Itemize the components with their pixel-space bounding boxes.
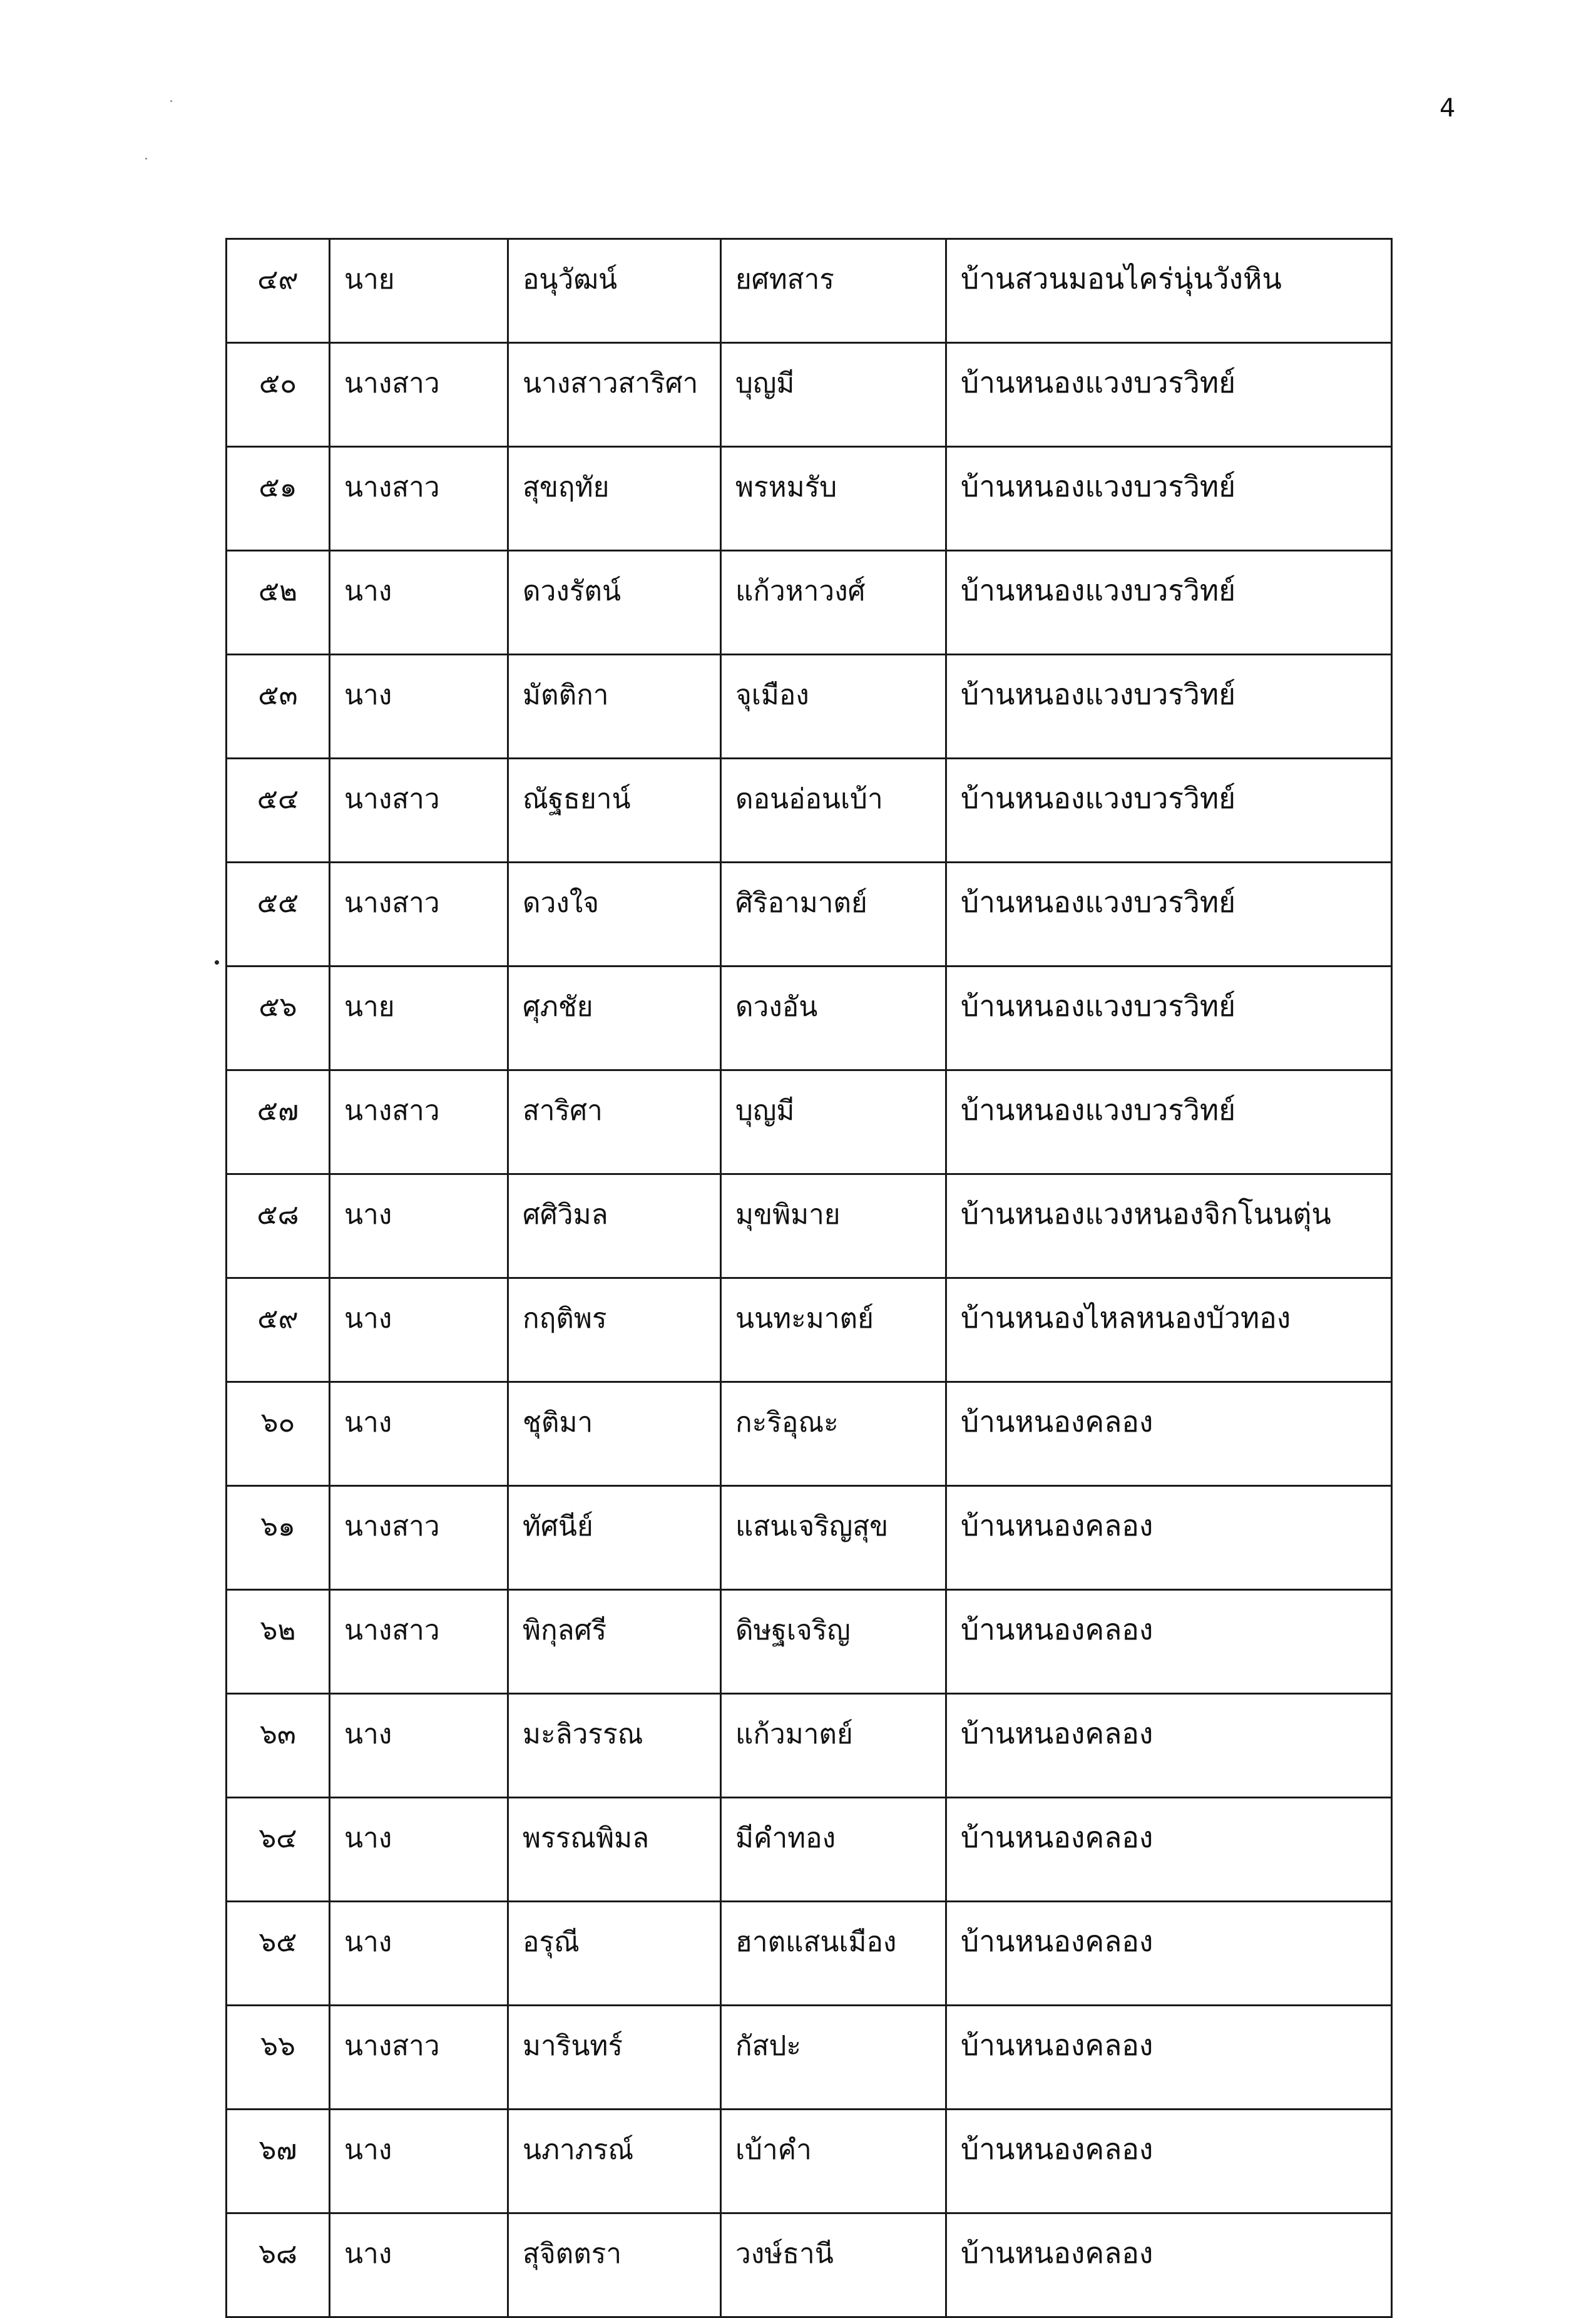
school-name: บ้านหนองคลอง (946, 2110, 1392, 2213)
last-name: ยศทสาร (721, 239, 946, 343)
scan-dot (215, 960, 219, 965)
last-name: กัสปะ (721, 2006, 946, 2110)
row-number: ๕๖ (227, 967, 330, 1070)
row-number: ๕๕ (227, 863, 330, 967)
row-number: ๕๙ (227, 1278, 330, 1382)
table-row (227, 239, 1392, 343)
last-name: แก้วมาตย์ (721, 1694, 946, 1798)
table-row (227, 1174, 1392, 1278)
table-row (227, 343, 1392, 447)
first-name: ชุติมา (508, 1382, 721, 1486)
last-name: ดวงอัน (721, 967, 946, 1070)
last-name: แก้วหาวงศ์ (721, 551, 946, 655)
table-row (227, 1590, 1392, 1694)
name-title: นาง (330, 2110, 508, 2213)
row-number: ๕๓ (227, 655, 330, 759)
name-title: นาง (330, 1798, 508, 1902)
school-name: บ้านหนองคลอง (946, 1382, 1392, 1486)
last-name: จุเมือง (721, 655, 946, 759)
first-name: มัตติกา (508, 655, 721, 759)
table-row (227, 759, 1392, 863)
last-name: นนทะมาตย์ (721, 1278, 946, 1382)
first-name: ศศิวิมล (508, 1174, 721, 1278)
last-name: กะริอุณะ (721, 1382, 946, 1486)
school-name: บ้านหนองคลอง (946, 2006, 1392, 2110)
name-title: นาง (330, 551, 508, 655)
row-number: ๖๑ (227, 1486, 330, 1590)
first-name: ดวงรัตน์ (508, 551, 721, 655)
last-name: บุญมี (721, 1070, 946, 1174)
last-name: บุญมี (721, 343, 946, 447)
last-name: วงษ์ธานี (721, 2213, 946, 2317)
name-title: นาง (330, 1174, 508, 1278)
first-name: มะลิวรรณ (508, 1694, 721, 1798)
name-title: นาง (330, 1278, 508, 1382)
name-title: นาง (330, 1382, 508, 1486)
first-name: ทัศนีย์ (508, 1486, 721, 1590)
first-name: นภาภรณ์ (508, 2110, 721, 2213)
school-name: บ้านหนองคลอง (946, 1798, 1392, 1902)
row-number: ๕๑ (227, 447, 330, 551)
first-name: สาริศา (508, 1070, 721, 1174)
table-row (227, 1278, 1392, 1382)
row-number: ๖๘ (227, 2213, 330, 2317)
row-number: ๖๐ (227, 1382, 330, 1486)
last-name: มีคำทอง (721, 1798, 946, 1902)
first-name: กฤติพร (508, 1278, 721, 1382)
first-name: พรรณพิมล (508, 1798, 721, 1902)
school-name: บ้านหนองไหลหนองบัวทอง (946, 1278, 1392, 1382)
table-row (227, 2110, 1392, 2213)
row-number: ๕๗ (227, 1070, 330, 1174)
row-number: ๖๗ (227, 2110, 330, 2213)
first-name: อนุวัฒน์ (508, 239, 721, 343)
name-title: นางสาว (330, 447, 508, 551)
table-row (227, 967, 1392, 1070)
school-name: บ้านสวนมอนไคร่นุ่นวังหิน (946, 239, 1392, 343)
name-title: นางสาว (330, 1070, 508, 1174)
table-row (227, 1070, 1392, 1174)
first-name: มารินทร์ (508, 2006, 721, 2110)
name-title: นางสาว (330, 2006, 508, 2110)
last-name: ดอนอ่อนเบ้า (721, 759, 946, 863)
row-number: ๕๒ (227, 551, 330, 655)
school-name: บ้านหนองแวงบวรวิทย์ (946, 551, 1392, 655)
last-name: มุขพิมาย (721, 1174, 946, 1278)
page-number: 4 (1440, 94, 1456, 123)
row-number: ๔๙ (227, 239, 330, 343)
table-row (227, 1798, 1392, 1902)
first-name: พิกุลศรี (508, 1590, 721, 1694)
row-number: ๖๔ (227, 1798, 330, 1902)
first-name: สุจิตตรา (508, 2213, 721, 2317)
row-number: ๕๘ (227, 1174, 330, 1278)
school-name: บ้านหนองคลอง (946, 2213, 1392, 2317)
first-name: ศุภชัย (508, 967, 721, 1070)
first-name: ดวงใจ (508, 863, 721, 967)
first-name: ณัฐธยาน์ (508, 759, 721, 863)
table-row (227, 2213, 1392, 2317)
roster-table (225, 238, 1393, 2318)
table-row (227, 1694, 1392, 1798)
row-number: ๖๖ (227, 2006, 330, 2110)
school-name: บ้านหนองแวงบวรวิทย์ (946, 447, 1392, 551)
school-name: บ้านหนองคลอง (946, 1902, 1392, 2006)
row-number: ๕๐ (227, 343, 330, 447)
table-row (227, 1382, 1392, 1486)
school-name: บ้านหนองแวงบวรวิทย์ (946, 1070, 1392, 1174)
table-row (227, 447, 1392, 551)
name-title: นาง (330, 655, 508, 759)
name-title: นางสาว (330, 1486, 508, 1590)
name-title: นางสาว (330, 759, 508, 863)
table-row (227, 2006, 1392, 2110)
name-title: นาง (330, 1902, 508, 2006)
last-name: ฮาตแสนเมือง (721, 1902, 946, 2006)
name-title: นางสาว (330, 863, 508, 967)
table-row (227, 1902, 1392, 2006)
school-name: บ้านหนองแวงบวรวิทย์ (946, 863, 1392, 967)
school-name: บ้านหนองแวงหนองจิกโนนตุ่น (946, 1174, 1392, 1278)
table-row (227, 1486, 1392, 1590)
school-name: บ้านหนองแวงบวรวิทย์ (946, 343, 1392, 447)
last-name: แสนเจริญสุข (721, 1486, 946, 1590)
last-name: ดิษฐเจริญ (721, 1590, 946, 1694)
last-name: เบ้าคำ (721, 2110, 946, 2213)
school-name: บ้านหนองแวงบวรวิทย์ (946, 759, 1392, 863)
row-number: ๖๓ (227, 1694, 330, 1798)
table-row (227, 551, 1392, 655)
name-title: นาง (330, 2213, 508, 2317)
school-name: บ้านหนองคลอง (946, 1694, 1392, 1798)
name-title: นาย (330, 239, 508, 343)
school-name: บ้านหนองแวงบวรวิทย์ (946, 967, 1392, 1070)
school-name: บ้านหนองคลอง (946, 1486, 1392, 1590)
table-row (227, 863, 1392, 967)
table-row (227, 655, 1392, 759)
row-number: ๖๕ (227, 1902, 330, 2006)
name-title: นาง (330, 1694, 508, 1798)
last-name: ศิริอามาตย์ (721, 863, 946, 967)
scan-speck (170, 100, 172, 102)
last-name: พรหมรับ (721, 447, 946, 551)
school-name: บ้านหนองคลอง (946, 1590, 1392, 1694)
name-title: นาย (330, 967, 508, 1070)
name-title: นางสาว (330, 343, 508, 447)
roster-body (227, 239, 1392, 2317)
name-title: นางสาว (330, 1590, 508, 1694)
row-number: ๕๔ (227, 759, 330, 863)
first-name: อรุณี (508, 1902, 721, 2006)
row-number: ๖๒ (227, 1590, 330, 1694)
first-name: นางสาวสาริศา (508, 343, 721, 447)
first-name: สุขฤทัย (508, 447, 721, 551)
scan-speck (145, 158, 147, 160)
school-name: บ้านหนองแวงบวรวิทย์ (946, 655, 1392, 759)
